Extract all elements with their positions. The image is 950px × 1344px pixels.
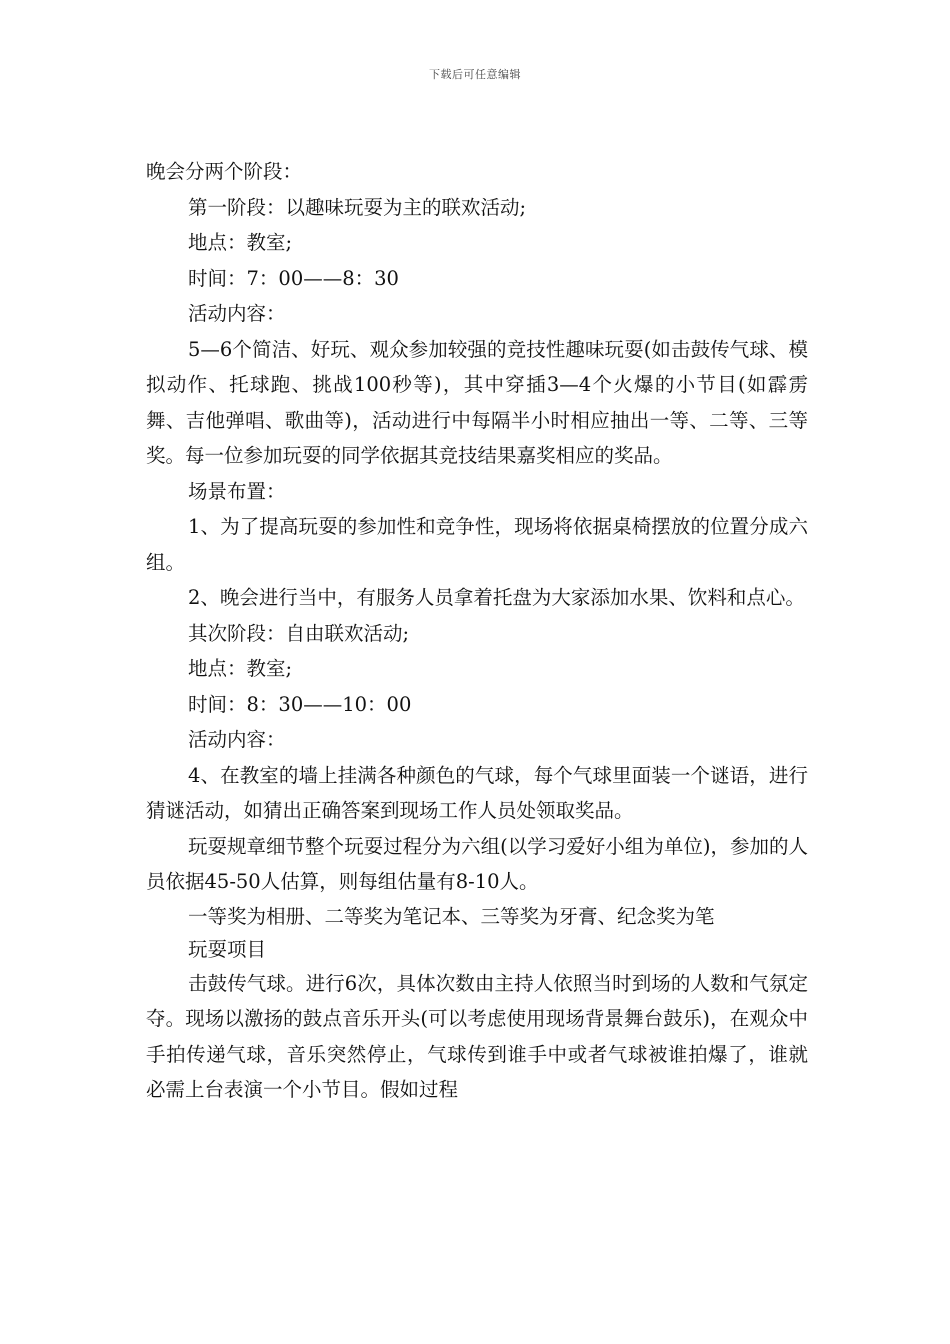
paragraph-stage-one-location: 地点：教室; bbox=[188, 231, 293, 254]
paragraph-scene-label: 场景布置： bbox=[188, 479, 286, 503]
paragraph-stage-one-content-label: 活动内容： bbox=[188, 302, 286, 325]
paragraph-stage-two-time: 时间：8：30——10：00 bbox=[188, 692, 412, 716]
paragraph-stage-two-location: 地点：教室; bbox=[188, 657, 293, 680]
paragraph-game-rules: 玩耍规章细节整个玩耍过程分为六组(以学习爱好小组为单位)，参加的人员依据45-50人估算，则每组估量有8-10人。 bbox=[146, 834, 808, 893]
paragraph-prizes: 一等奖为相册、二等奖为笔记本、三等奖为牙膏、纪念奖为笔 bbox=[188, 904, 715, 928]
paragraph-stage-two-content-label: 活动内容： bbox=[188, 728, 286, 751]
paragraph-stage-one-title: 第一阶段：以趣味玩耍为主的联欢活动; bbox=[188, 195, 527, 219]
paragraph-intro: 晚会分两个阶段： bbox=[146, 160, 303, 183]
paragraph-stage-one-content: 5—6个简洁、好玩、观众参加较强的竞技性趣味玩耍(如击鼓传气球、模拟动作、托球跑、挑战100秒等)，其中穿插3—4个火爆的小节目(如霹雳舞、吉他弹唱、歌曲等)，活动进行中每隔半小时相应抽出一等、二等、三等奖。每一位参加玩耍的同学依据其竞技结果嘉奖相应的奖品。 bbox=[146, 337, 808, 467]
paragraph-stage-two-content: 4、在教室的墙上挂满各种颜色的气球，每个气球里面装一个谜语，进行猜谜活动，如猜出正确答案到现场工作人员处领取奖品。 bbox=[146, 763, 808, 822]
document-body bbox=[146, 154, 808, 1108]
page-header: 下载后可任意编辑 bbox=[429, 68, 521, 81]
paragraph-stage-one-time: 时间：7：00——8：30 bbox=[188, 266, 399, 290]
paragraph-game-items-label: 玩耍项目 bbox=[188, 937, 267, 961]
paragraph-scene-item-1: 1、为了提高玩耍的参加性和竞争性，现场将依据桌椅摆放的位置分成六组。 bbox=[146, 515, 808, 574]
paragraph-scene-item-2: 2、晚会进行当中，有服务人员拿着托盘为大家添加水果、饮料和点心。 bbox=[188, 586, 805, 609]
paragraph-stage-two-title: 其次阶段：自由联欢活动; bbox=[188, 621, 410, 645]
paragraph-game-drum-balloon: 击鼓传气球。进行6次，具体次数由主持人依照当时到场的人数和气氛定夺。现场以激扬的鼓点音乐开头(可以考虑使用现场背景舞台鼓乐)，在观众中手拍传递气球，音乐突然停止，气球传到谁手中或者气球被谁拍爆了，谁就必需上台表演一个小节目。假如过程 bbox=[146, 971, 808, 1101]
